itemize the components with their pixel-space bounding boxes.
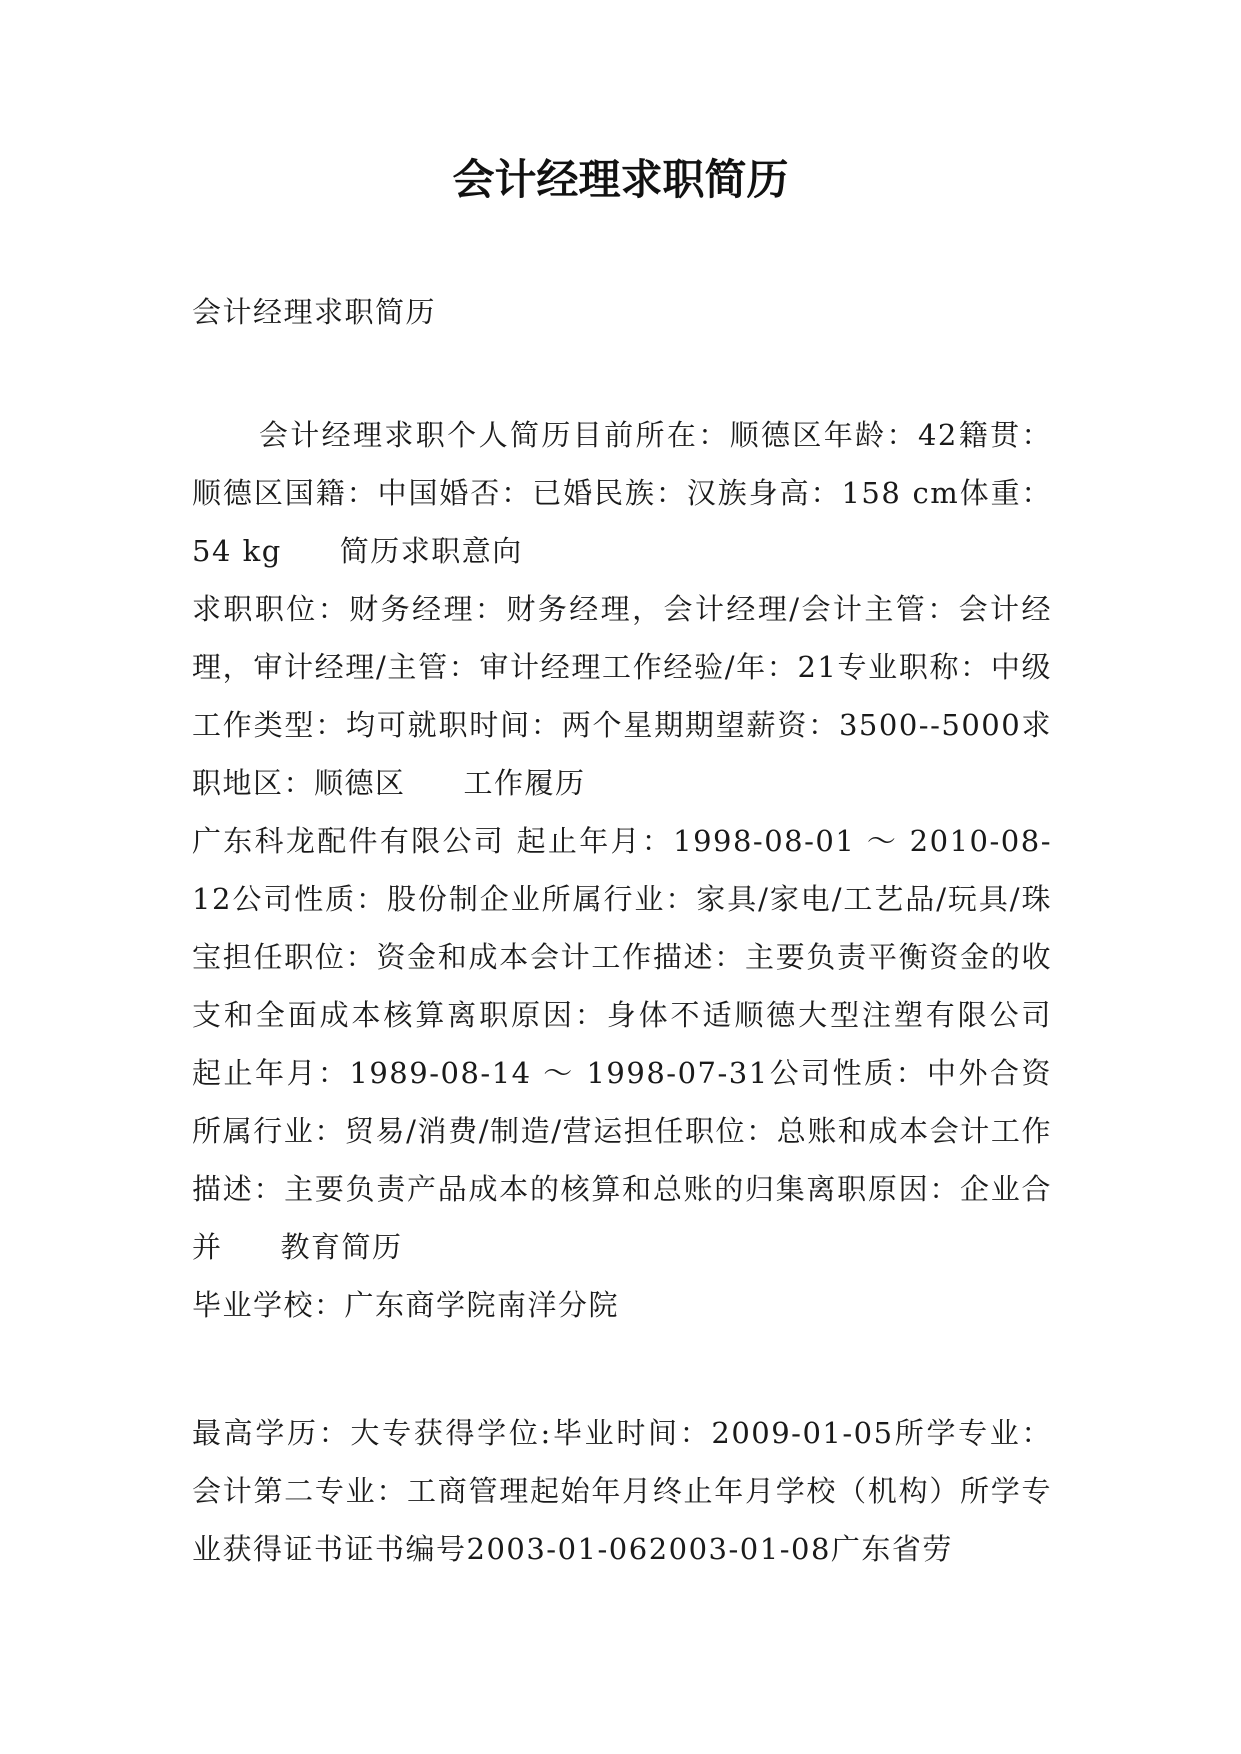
page-title: 会计经理求职简历 xyxy=(452,155,789,204)
job-intention-text: 求职职位：财务经理：财务经理，会计经理/会计主管：会计经理，审计经理/主管：审计经理工作经验/年：21专业职称：中级工作类型：均可就职时间：两个星期期望薪资：3500--5000求职地区：顺德区 xyxy=(192,592,1052,800)
personal-info-text: 会计经理求职个人简历目前所在：顺德区年龄：42籍贯：顺德区国籍：中国婚否：已婚民族：汉族身高：158 cm体重：54 kg xyxy=(192,418,1052,568)
job-intention-heading: 简历求职意向 xyxy=(339,534,523,568)
work-history-text: 广东科龙配件有限公司 起止年月：1998-08-01 ～ 2010-08-12公司性质：股份制企业所属行业：家具/家电/工艺品/玩具/珠宝担任职位：资金和成本会计工作描述：主要负责平衡资金的收支和全面成本核算离职原因：身体不适顺德大型注塑有限公司 起止年月：1989-08-14 ～ 1998-07-31公司性质：中外合资所属行业：贸易/消费/制造/营运担任职位：总账和成本会计工作描述：主要负责产品成本的核算和总账的归集离职原因：企业合并 xyxy=(192,824,1052,1264)
graduation-school-text: 毕业学校：广东商学院南洋分院 xyxy=(192,1288,620,1322)
work-history-heading: 工作履历 xyxy=(463,766,586,800)
resume-body-paragraph xyxy=(192,406,1052,1334)
document-subtitle: 会计经理求职简历 xyxy=(192,295,437,329)
education-heading: 教育简历 xyxy=(280,1230,403,1264)
education-details-paragraph: 最高学历：大专获得学位:毕业时间：2009-01-05所学专业：会计第二专业：工商管理起始年月终止年月学校（机构）所学专业获得证书证书编号2003-01-062003-01-08广东省劳 xyxy=(192,1416,1052,1566)
